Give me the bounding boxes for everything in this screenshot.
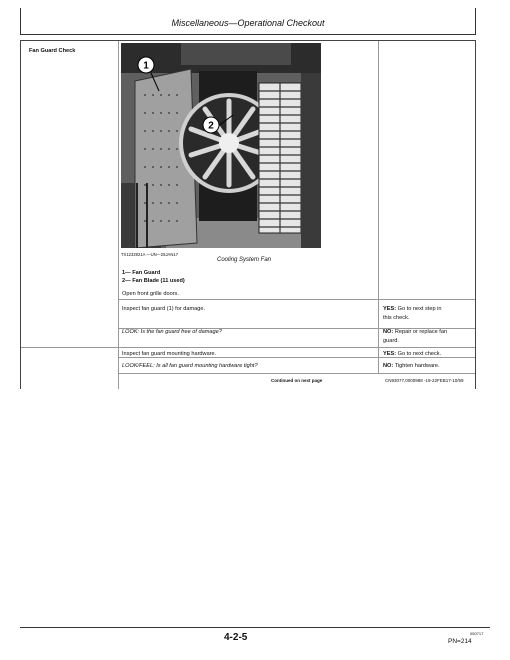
footer-rule [20,627,490,628]
figure-caption: Cooling System Fan [217,257,272,263]
cooling-system-fan-photo [121,43,321,248]
look-question-1: LOOK: Is the fan guard free of damage? [122,329,222,335]
no-answer-2: NO: Tighten hardware. [383,363,440,369]
yes-answer-1a: YES: Go to next step in [383,306,442,312]
row-divider [21,347,475,348]
step-open-doors: Open front grille doors. [122,291,179,297]
pn-number: PN=214 [448,638,472,645]
look-question-2: LOOK/FEEL: Is all fan guard mounting hardware tight? [122,363,258,369]
step-inspect-hardware: Inspect fan guard mounting hardware. [122,351,217,357]
continued-note: Continued on next page [271,378,323,383]
section-label: Fan Guard Check [29,48,76,54]
row-divider [118,373,475,374]
page-number: 4-2-5 [224,632,248,643]
row-divider [118,299,475,300]
callout-2: 2 [208,120,214,132]
no-answer-1b: guard. [383,338,399,344]
no-answer-1a: NO: Repair or replace fan [383,329,448,335]
step-inspect-damage: Inspect fan guard (1) for damage. [122,306,206,312]
fan-illustration [121,43,321,248]
footer-small-code: 050717 [470,631,484,636]
legend-item-fan-guard: 1— Fan Guard [122,270,161,276]
document-reference: CN93077,0000988 -19-22FEB17-10/59 [385,378,464,383]
column-divider [378,41,379,373]
yes-answer-1b: this check. [383,315,410,321]
check-table [20,40,476,389]
column-divider [118,41,119,389]
yes-answer-2: YES: Go to next check. [383,351,442,357]
callout-1: 1 [143,60,149,72]
page-header: Miscellaneous—Operational Checkout [20,8,476,35]
legend-item-fan-blade: 2— Fan Blade (11 used) [122,278,185,284]
figure-code: TX1232921A —UN—25JAN17 [121,252,179,257]
